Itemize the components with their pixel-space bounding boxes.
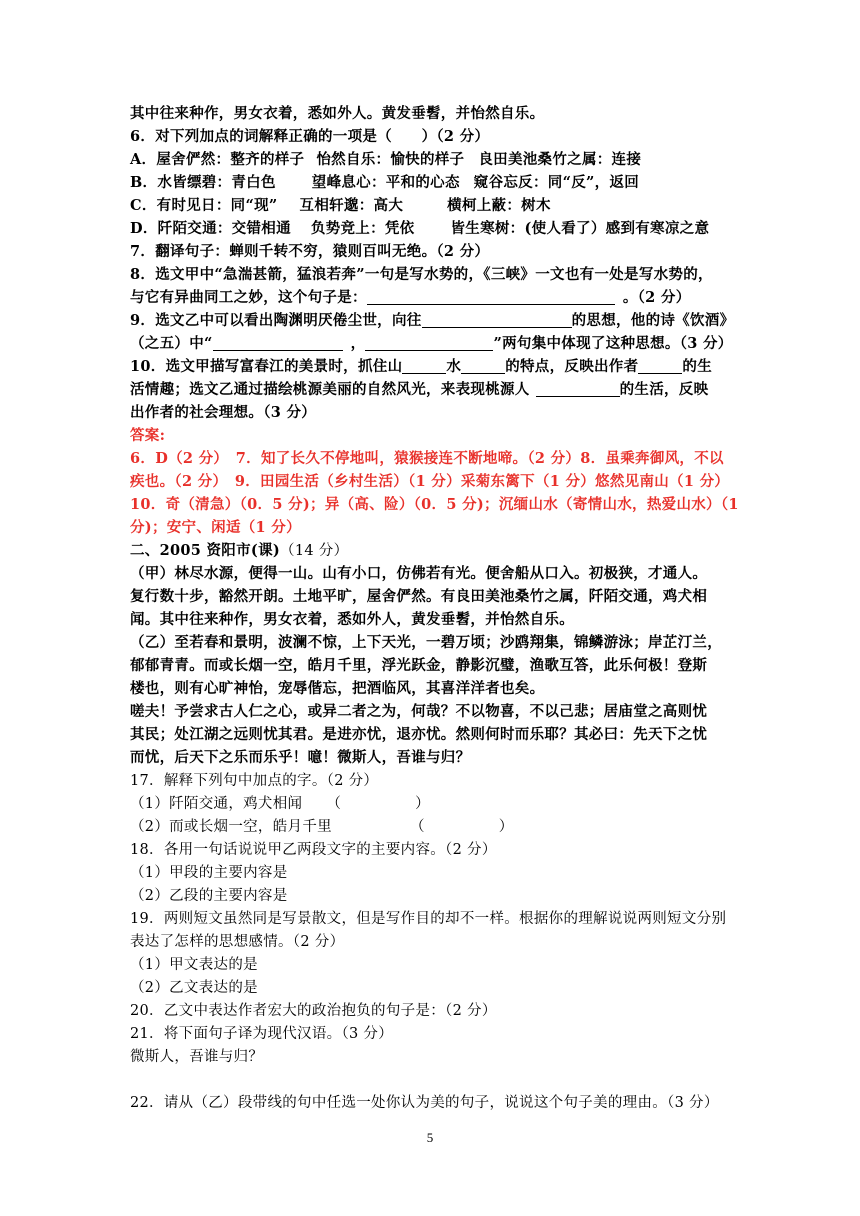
q7: 7．翻译句子：蝉则千转不穷，猿则百叫无绝。（2 分） <box>130 243 490 260</box>
q9-line1: 9．选文乙中可以看出陶渊明厌倦尘世，向往 的思想，他的诗《饮酒》 <box>130 312 735 329</box>
answer-line1: 6．D（2 分） 7．知了长久不停地叫，猿猴接连不断地啼。（2 分）8．虽乘奔御风，不以 <box>130 450 724 467</box>
q18-item2: （2）乙段的主要内容是 <box>130 888 288 904</box>
q10-line1: 10．选文甲描写富春江的美景时，抓住山 水 的特点，反映出作者 的生 <box>130 358 713 375</box>
passage-continuation: 其中往来种作，男女衣着，悉如外人。黄发垂髫，并怡然自乐。 <box>130 105 545 122</box>
passage-yi-line1: （乙）至若春和景明，波澜不惊，上下天光，一碧万顷；沙鸥翔集，锦鳞游泳；岸芷汀兰， <box>130 634 722 651</box>
passage-yi-line5: 其民；处江湖之远则忧其君。是进亦忧，退亦忧。然则何时而乐耶？其必曰：先天下之忧 <box>130 726 708 743</box>
page-number: 5 <box>426 1130 434 1145</box>
q6-option-a: A．屋舍俨然：整齐的样子 怡然自乐：愉快的样子 良田美池桑竹之属：连接 <box>130 151 642 168</box>
q21-sentence: 微斯人，吾谁与归？ <box>130 1049 264 1065</box>
passage-jia-line3: 闻。其中往来种作，男女衣着，悉如外人，黄发垂髫，并怡然自乐。 <box>130 611 574 628</box>
q19-line1: 19．两则短文虽然同是写景散文，但是写作目的却不一样。根据你的理解说说两则短文分别 <box>130 911 727 927</box>
q20: 20．乙文中表达作者宏大的政治抱负的句子是：（2 分） <box>130 1003 497 1019</box>
q19-item1: （1）甲文表达的是 <box>130 957 258 973</box>
answer-line3: 10．奇（清急）（0．5 分)；异（高、险）（0．5 分)；沉缅山水（寄情山水，热爱山水）（1 <box>130 496 739 513</box>
q9-answer-blank-2[interactable] <box>213 335 343 351</box>
q8-line1: 8．选文甲中“急湍甚箭，猛浪若奔”一句是写水势的，《三峡》一文也有一处是写水势的， <box>130 266 713 283</box>
q19-line2: 表达了怎样的思想感情。（2 分） <box>130 934 345 950</box>
q17-item2: （2）而或长烟一空，皓月千里 （ ） <box>130 819 514 835</box>
passage-yi-line3: 楼也，则有心旷神怡，宠辱偕忘，把酒临风，其喜洋洋者也矣。 <box>130 680 545 697</box>
answer-label: 答案: <box>130 427 166 444</box>
answer-line2: 疾也。（2 分） 9．田园生活（乡村生活）（1 分）采菊东篱下（1 分）悠然见南山（1 分） <box>130 473 730 490</box>
q10-blank-mountain[interactable] <box>402 358 446 374</box>
q9-answer-blank-3[interactable] <box>365 335 493 351</box>
q17-answer-paren-2[interactable]: （ ） <box>409 819 514 835</box>
passage-jia-line1: （甲）林尽水源，便得一山。山有小口，仿佛若有光。便舍船从口入。初极狭，才通人。 <box>130 565 708 582</box>
section-heading: 二、2005 资阳市(课)（14 分） <box>130 542 349 559</box>
passage-jia-line2: 复行数十步，豁然开朗。土地平旷，屋舍俨然。有良田美池桑竹之属，阡陌交通，鸡犬相 <box>130 588 708 605</box>
answer-line4: 分)；安宁、闲适（1 分） <box>130 519 301 536</box>
passage-yi-line6: 而忧，后天下之乐而乐乎！噫！微斯人，吾谁与归？ <box>130 749 471 766</box>
q17-stem: 17．解释下列句中加点的字。（2 分） <box>130 773 379 789</box>
q18-stem: 18．各用一句话说说甲乙两段文字的主要内容。（2 分） <box>130 842 497 858</box>
q21-stem: 21．将下面句子译为现代汉语。（3 分） <box>130 1026 394 1042</box>
passage-yi-line4: 嗟夫！予尝求古人仁之心，或异二者之为，何哉？不以物喜，不以己悲；居庙堂之高则忧 <box>130 703 708 720</box>
q6-option-c: C．有时见日：同“现” 互相轩邈：高大 横柯上蔽：树木 <box>130 197 551 214</box>
q18-item1: （1）甲段的主要内容是 <box>130 865 288 881</box>
q22: 22．请从（乙）段带线的句中任选一处你认为美的句子，说说这个句子美的理由。（3 分） <box>130 1095 719 1111</box>
q9-line2: （之五）中“ ， ”两句集中体现了这种思想。（3 分） <box>130 335 733 352</box>
q10-line3: 出作者的社会理想。（3 分） <box>130 404 317 421</box>
q19-item2: （2）乙文表达的是 <box>130 980 258 996</box>
q8-answer-blank[interactable] <box>367 289 615 305</box>
q10-line2: 活情趣；选文乙通过描绘桃源美丽的自然风光，来表现桃源人 的生活，反映 <box>130 381 709 398</box>
q6-option-d: D．阡陌交通：交错相通 负势竞上：凭依 皆生寒树：(使人看了）感到有寒凉之意 <box>130 220 710 237</box>
q6-option-b: B．水皆缥碧：青白色 望峰息心：平和的心态 窥谷忘反：同“反”，返回 <box>130 174 640 191</box>
q8-line2: 与它有异曲同工之妙，这个句子是： 。（2 分） <box>130 289 691 306</box>
q17-item1: （1）阡陌交通，鸡犬相闻 （ ） <box>130 796 430 812</box>
q17-answer-paren-1[interactable]: （ ） <box>326 796 430 812</box>
q10-blank-author[interactable] <box>638 358 682 374</box>
q10-blank-people[interactable] <box>536 381 620 397</box>
q10-blank-water[interactable] <box>461 358 505 374</box>
q9-answer-blank-1[interactable] <box>422 312 572 328</box>
passage-yi-line2: 郁郁青青。而或长烟一空，皓月千里，浮光跃金，静影沉璧，渔歌互答，此乐何极！登斯 <box>130 657 708 674</box>
q6-stem: 6．对下列加点的词解释正确的一项是（ ）（2 分） <box>130 128 490 145</box>
